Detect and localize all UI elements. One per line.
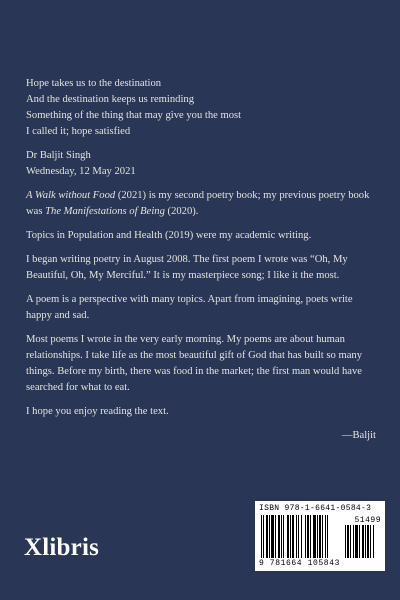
addon-barcode-bars — [345, 525, 381, 558]
paragraph-beginning: I began writing poetry in August 2008. The first poem I wrote was “Oh, My Beautiful, Oh, My Merciful.” It is my masterpiece song; I like it the most. — [26, 254, 348, 281]
price-code: 51499 — [354, 516, 381, 525]
paragraph-academic: Topics in Population and Health (2019) were my academic writing. — [26, 230, 312, 241]
poem-line: And the destination keeps us reminding — [26, 94, 194, 105]
poem-line: Hope takes us to the destination — [26, 78, 162, 89]
signature-date: Wednesday, 12 May 2021 — [26, 166, 136, 177]
back-cover-text — [26, 76, 378, 444]
paragraph-text: (2021) is my second poetry book; my previous poetry book was — [26, 190, 370, 217]
closing-signature: —Baljit — [341, 430, 376, 441]
author-name: Dr Baljit Singh — [26, 150, 91, 161]
poem — [26, 76, 378, 140]
publisher-logo: Xlibris — [24, 534, 100, 561]
poem-line: I called it; hope satisfied — [26, 126, 131, 137]
poem-line: Something of the thing that may give you the most — [26, 110, 242, 121]
book-title: The Manifestations of Being — [45, 206, 165, 217]
barcode-bars — [261, 515, 341, 558]
paragraph-perspective: A poem is a perspective with many topics. Apart from imagining, poets write happy and sad. — [26, 294, 353, 321]
paragraph-closing: I hope you enjoy reading the text. — [26, 406, 169, 417]
isbn-label: ISBN 978-1-6641-0584-3 — [259, 504, 372, 513]
book-title: A Walk without Food — [26, 190, 116, 201]
paragraph-relationships: Most poems I wrote in the very early morning. My poems are about human relationships. I take life as the most beautiful gift of God that has built so many things. Before my birth, there was food in the market; the first man would have searched for what to eat. — [26, 334, 362, 393]
paragraph-text: (2020). — [164, 206, 199, 217]
poem-signature — [26, 148, 378, 180]
ean-digits: 9 781664 105843 — [259, 559, 341, 568]
paragraph-books — [26, 188, 378, 220]
isbn-barcode — [255, 501, 385, 571]
